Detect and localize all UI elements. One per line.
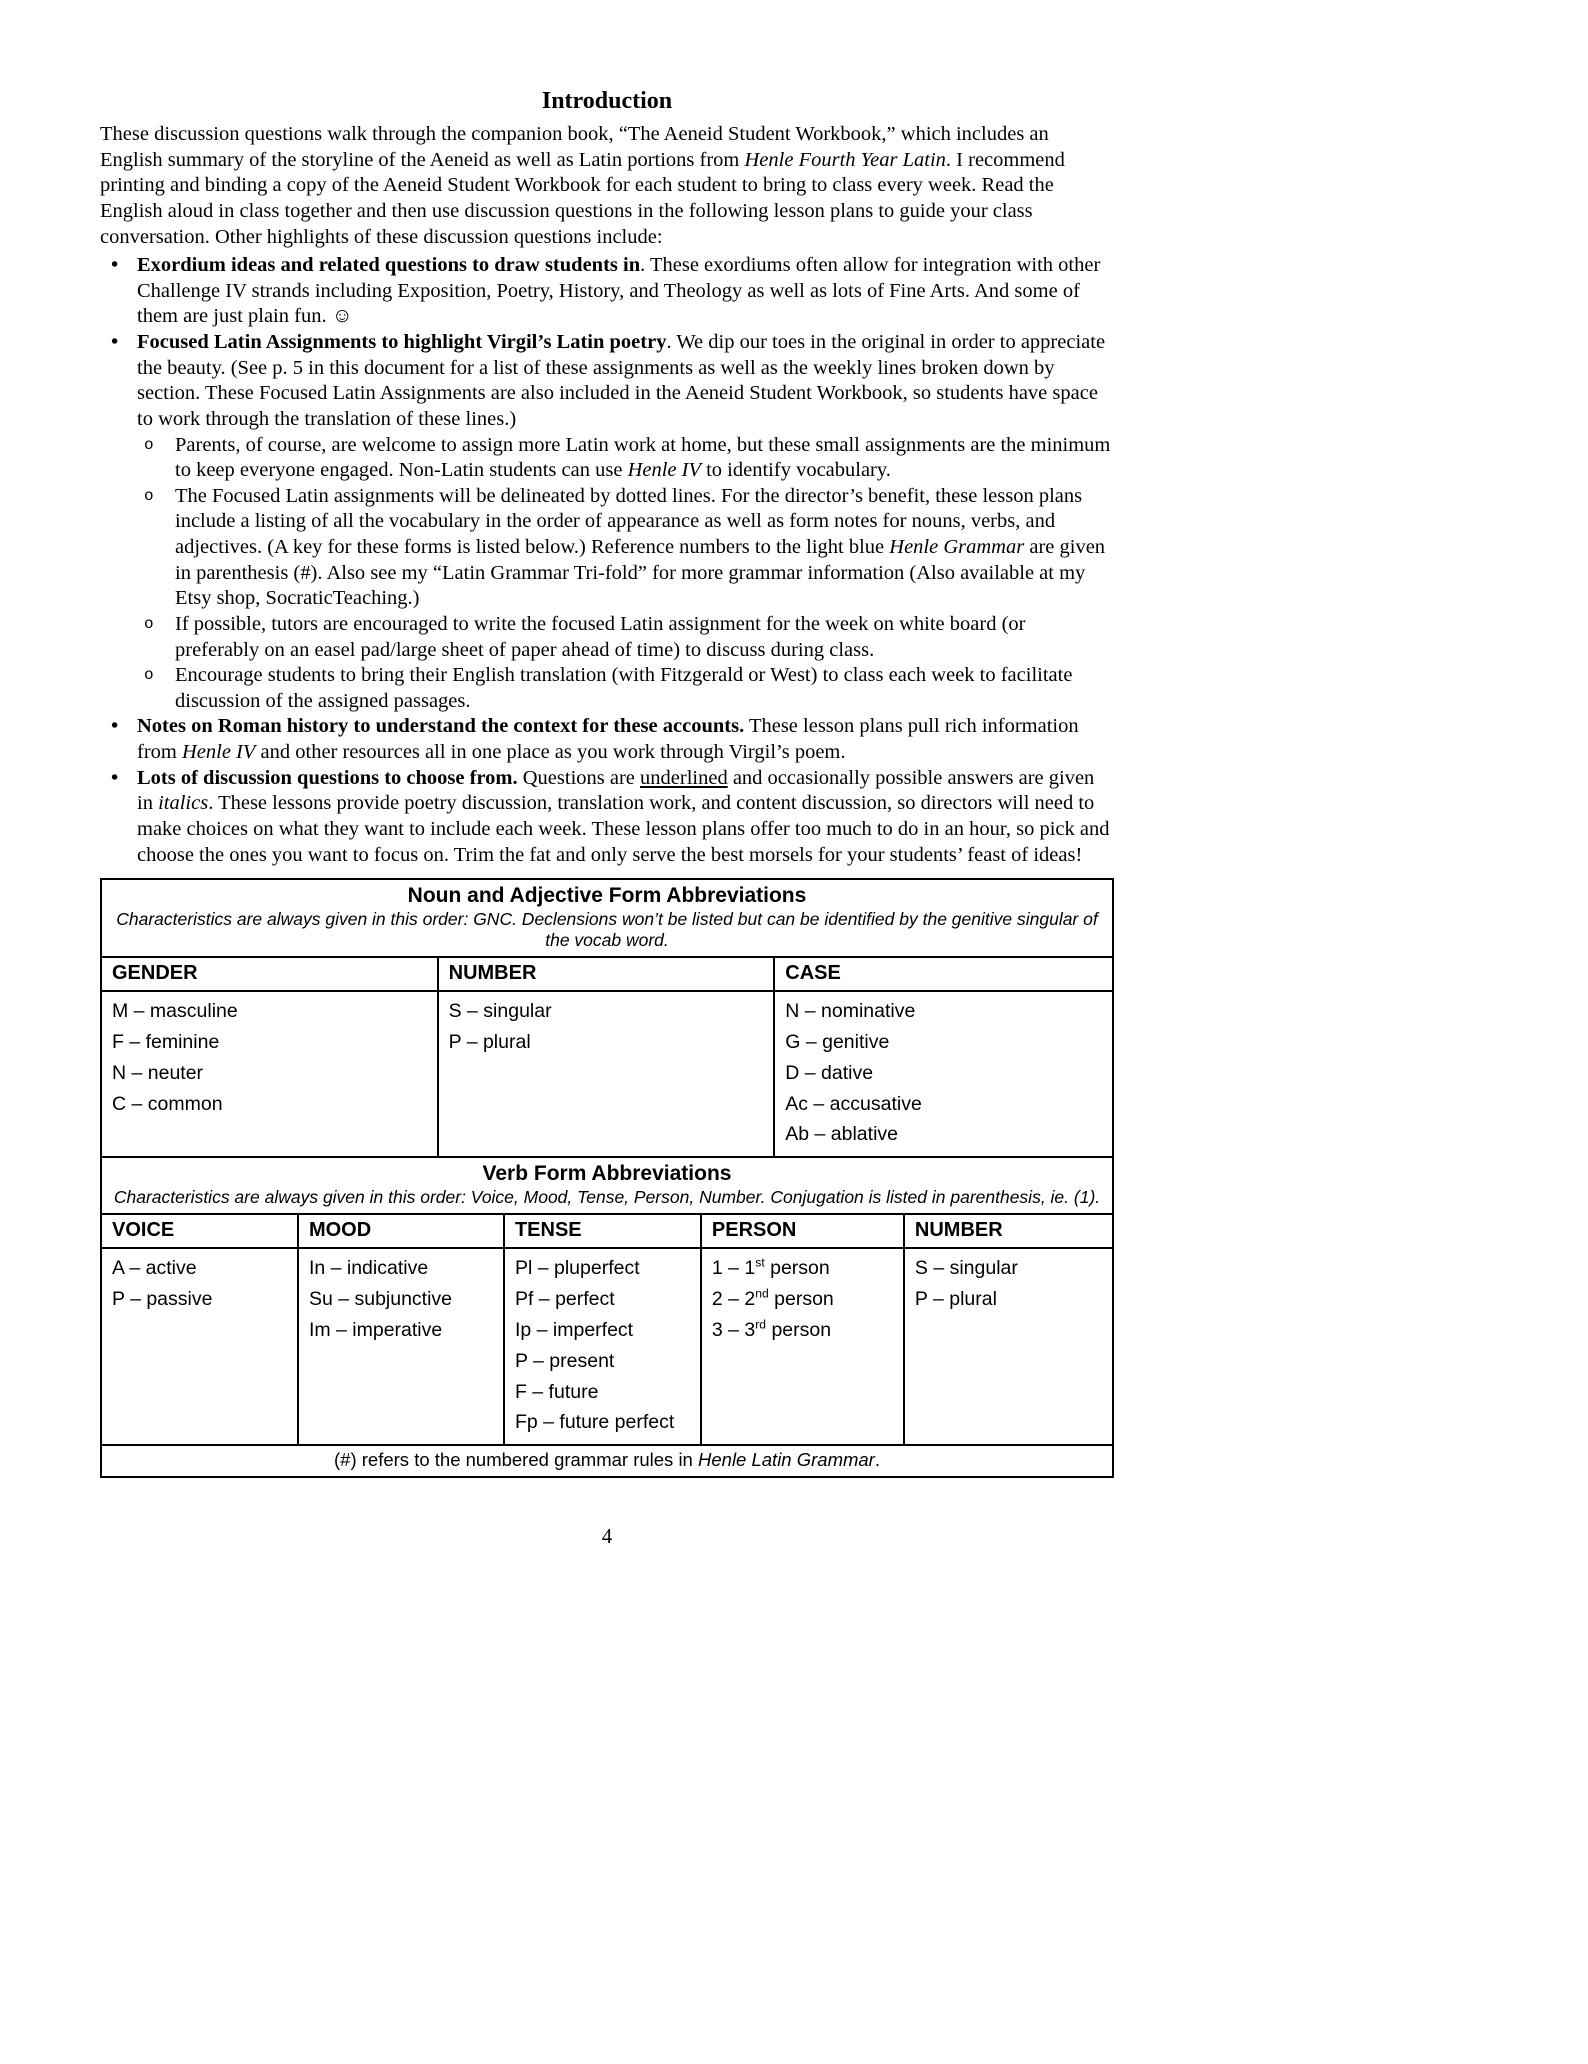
verb-table-title: Verb Form Abbreviations bbox=[102, 1156, 1112, 1187]
verb-table-header-row bbox=[102, 1213, 1112, 1247]
case-abbreviations-cell bbox=[775, 992, 1112, 1156]
sub-bullet-parents bbox=[100, 433, 1114, 484]
sub-bullet-translation bbox=[100, 663, 1114, 714]
abbreviation-item: Im – imperative bbox=[308, 1318, 443, 1341]
verb-table-body-row bbox=[102, 1247, 1112, 1444]
table-footnote: (#) refers to the numbered grammar rules in Henle Latin Grammar. bbox=[102, 1444, 1112, 1476]
abbreviation-item: 3 – 3rd person bbox=[711, 1317, 832, 1341]
abbreviation-item: A – active bbox=[112, 1257, 197, 1280]
abbreviation-item: M – masculine bbox=[112, 1000, 238, 1023]
abbreviation-tables bbox=[100, 878, 1114, 1478]
sub-bullet-marker: o bbox=[144, 614, 154, 633]
bullet-text: Lots of discussion questions to choose from. Questions are underlined and occasionally possible answers are given in italics. These lessons provide poetry discussion, translation work, and content discussion, so directors will need to make choices on what they want to include each week. These lesson plans offer too much to do in an hour, so pick and choose the ones you want to focus on. Trim the fat and only serve the best morsels for your students’ feast of ideas! bbox=[137, 766, 1110, 866]
gender-abbreviations-cell bbox=[102, 992, 439, 1156]
abbreviation-item: F – feminine bbox=[112, 1030, 220, 1053]
sub-bullet-text: If possible, tutors are encouraged to write the focused Latin assignment for the week on white board (or preferably on an easel pad/large sheet of paper ahead of time) to discuss during class. bbox=[175, 612, 1026, 661]
sub-bullet-marker: o bbox=[144, 486, 154, 505]
abbreviation-item: D – dative bbox=[785, 1061, 874, 1084]
column-header-case: CASE bbox=[785, 962, 841, 985]
noun-table-note: Characteristics are always given in this order: GNC. Declensions won’t be listed but can be identified by the genitive singular of the vocab word. bbox=[116, 909, 1098, 951]
tense-abbreviations-cell bbox=[505, 1249, 702, 1444]
bullet-marker: • bbox=[111, 766, 119, 789]
abbreviation-item: Fp – future perfect bbox=[514, 1411, 675, 1434]
abbreviation-item: Pl – pluperfect bbox=[514, 1257, 640, 1280]
abbreviation-item: G – genitive bbox=[785, 1030, 890, 1053]
column-header-tense: TENSE bbox=[505, 1215, 702, 1247]
page-content bbox=[100, 88, 1114, 1549]
abbreviation-item: In – indicative bbox=[308, 1257, 429, 1280]
bullet-text: Notes on Roman history to understand the context for these accounts. These lesson plans pull rich information from Henle IV and other resources all in one place as you work through Virgil’s poem. bbox=[137, 715, 1079, 763]
sub-bullet-whiteboard bbox=[100, 612, 1114, 663]
abbreviation-item: 2 – 2nd person bbox=[711, 1286, 834, 1311]
abbreviation-item: Ip – imperfect bbox=[514, 1318, 634, 1341]
abbreviation-item: N – nominative bbox=[785, 1000, 916, 1023]
column-header-voice: VOICE bbox=[102, 1215, 299, 1247]
bullet-marker: • bbox=[111, 254, 119, 277]
noun-table-header-row bbox=[102, 956, 1112, 990]
verb-table-note: Characteristics are always given in this order: Voice, Mood, Tense, Person, Number. Conjugation is listed in parenthesis, ie. (1). bbox=[113, 1187, 1101, 1208]
column-header-mood: MOOD bbox=[299, 1215, 505, 1247]
abbreviation-item: F – future bbox=[514, 1380, 599, 1403]
section-title: Introduction bbox=[541, 88, 673, 114]
sub-bullet-text: Parents, of course, are welcome to assign more Latin work at home, but these small assignments are the minimum to keep everyone engaged. Non-Latin students can use Henle IV to identify vocabulary. bbox=[175, 433, 1111, 482]
noun-table-body-row bbox=[102, 990, 1112, 1156]
abbreviation-item: P – present bbox=[514, 1349, 615, 1372]
column-header-number: NUMBER bbox=[439, 958, 776, 990]
number-abbreviations-cell bbox=[905, 1249, 1112, 1444]
abbreviation-item: Pf – perfect bbox=[514, 1288, 615, 1311]
person-abbreviations-cell bbox=[702, 1249, 905, 1444]
column-header-gender: GENDER bbox=[102, 958, 439, 990]
sub-bullet-marker: o bbox=[144, 666, 154, 685]
page-number: 4 bbox=[601, 1524, 613, 1549]
bullet-item-roman-history bbox=[100, 714, 1114, 765]
abbreviation-item: N – neuter bbox=[112, 1061, 204, 1084]
column-header-number: NUMBER bbox=[914, 1219, 1003, 1242]
column-header-person: PERSON bbox=[702, 1215, 905, 1247]
abbreviation-item: P – passive bbox=[112, 1288, 213, 1311]
noun-table-title: Noun and Adjective Form Abbreviations bbox=[407, 884, 807, 908]
abbreviation-item: Ab – ablative bbox=[785, 1123, 898, 1146]
sub-bullet-dotted-lines bbox=[100, 484, 1114, 612]
bullet-text: Focused Latin Assignments to highlight Virgil’s Latin poetry. We dip our toes in the original in order to appreciate the beauty. (See p. 5 in this document for a list of these assignments as well as the weekly lines broken down by section. These Focused Latin Assignments are also included in the Aeneid Student Workbook, so students have space to work through the translation of these lines.) bbox=[137, 331, 1106, 430]
voice-abbreviations-cell bbox=[102, 1249, 299, 1444]
abbreviation-item: S – singular bbox=[914, 1257, 1018, 1280]
bullet-item-discussion-questions bbox=[100, 766, 1114, 869]
sub-bullet-text: Encourage students to bring their English translation (with Fitzgerald or West) to class each week to facilitate discussion of the assigned passages. bbox=[175, 664, 1073, 712]
bullet-marker: • bbox=[111, 715, 119, 738]
number-abbreviations-cell bbox=[439, 992, 776, 1156]
sub-bullet-marker: o bbox=[144, 435, 154, 454]
abbreviation-item: Su – subjunctive bbox=[308, 1288, 453, 1311]
bullet-item-exordium bbox=[100, 253, 1114, 330]
sub-bullet-text: The Focused Latin assignments will be delineated by dotted lines. For the director’s benefit, these lesson plans include a listing of all the vocabulary in the order of appearance as well as form notes for nouns, verbs, and adjectives. (A key for these forms is listed below.) Reference numbers to the light blue Henle Grammar are given in parenthesis (#). Also see my “Latin Grammar Tri-fold” for more grammar information (Also available at my Etsy shop, SocraticTeaching.) bbox=[175, 484, 1106, 610]
bullet-marker: • bbox=[111, 331, 119, 353]
abbreviation-item: 1 – 1st person bbox=[711, 1255, 830, 1280]
abbreviation-item: P – plural bbox=[914, 1288, 997, 1311]
abbreviation-item: S – singular bbox=[448, 1000, 552, 1023]
intro-paragraph: These discussion questions walk through the companion book, “The Aeneid Student Workbook,” which includes an English summary of the storyline of the Aeneid as well as Latin portions from Henle Fourth Year Latin. I recommend printing and binding a copy of the Aeneid Student Workbook for each student to bring to class every week. Read the English aloud in class together and then use discussion questions in the following lesson plans to guide your class conversation. Other highlights of these discussion questions include: bbox=[100, 123, 1065, 248]
bullet-item-focused-latin bbox=[100, 330, 1114, 433]
abbreviation-item: Ac – accusative bbox=[785, 1092, 922, 1115]
mood-abbreviations-cell bbox=[299, 1249, 505, 1444]
abbreviation-item: P – plural bbox=[448, 1030, 531, 1053]
highlights-bullet-list bbox=[100, 253, 1114, 868]
abbreviation-item: C – common bbox=[112, 1092, 223, 1115]
bullet-text: Exordium ideas and related questions to draw students in. These exordiums often allow for integration with other Challenge IV strands including Exposition, Poetry, History, and Theology as well as lots of Fine Arts. And some of them are just plain fun. ☺ bbox=[137, 254, 1101, 328]
